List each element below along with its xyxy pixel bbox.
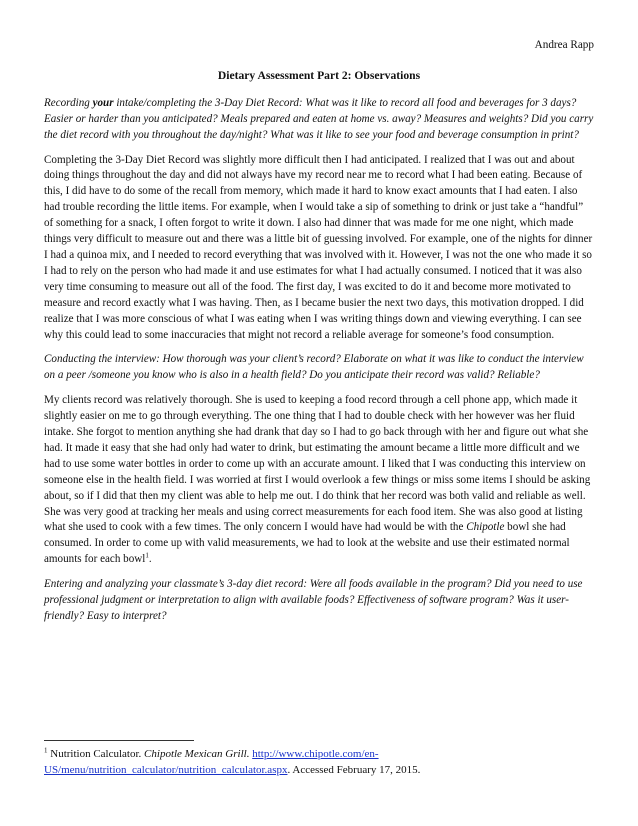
footnote-pre: Nutrition Calculator. [47, 748, 145, 760]
page-title: Dietary Assessment Part 2: Observations [217, 68, 421, 82]
footnote-post: . Accessed February 17, 2015. [287, 764, 421, 776]
question-recording [44, 96, 594, 144]
question-recording-pre: Recording [44, 96, 93, 109]
question-recording-post: intake/completing the 3-Day Diet Record: What was it like to record all food and beverages for 3 days? Easier or harder than you anticipated? Meals prepared and eaten at home vs. away? Measures and weights? Did you carry the diet record with you throughout the day/night? What was it like to see your food and beverage consumption in print? [44, 96, 594, 141]
footnote-source: Chipotle Mexican Grill. [144, 748, 250, 760]
footnote [44, 746, 594, 778]
question-recording-emphasis: your [92, 96, 114, 109]
answer-interview [44, 393, 594, 568]
answer-interview-tail: bowl she had consumed. In order to come up with valid measurements, we had to look at the website and use their estimated normal amounts for each bowl [44, 521, 570, 566]
footnote-reference: 1 [145, 551, 149, 560]
footnote-divider [44, 740, 194, 741]
author-name: Andrea Rapp [534, 39, 594, 51]
answer-interview-italic: Chipotle [466, 521, 505, 534]
answer-interview-text: My clients record was relatively thorough. She is used to keeping a food record through a cell phone app, which made it slightly easier on me to go through everything. The one thing that I had to double check with her however was her fluid intake. She forgot to mention anything she had drank that day so I had to go back through with her and figure out what she had. It made it easy that she had only had water to drink, but estimating the amount became a little more difficult and we had to use some water bottles in order to come up with an accurate amount. I liked that I was conducting this interview on someone else in the health field. I was worried at first I would overlook a few things or miss some items I should be asking about, so if I did that then my client was able to help me out. I do think that her record was both valid and reliable as well. She was very good at tracking her meals and using correct measurements for each food item. She was also good at listing what she used to cook with a few times. The only concern I would have had would be with the [44, 394, 591, 534]
question-analysis: Entering and analyzing your classmate’s 3-day diet record: Were all foods available in the program? Did you need to use professional judgment or interpretation to align with available foods? Effectiveness of software program? Was it user-friendly? Easy to interpret? [44, 578, 583, 622]
question-interview: Conducting the interview: How thorough was your client’s record? Elaborate on what it was like to conduct the interview on a peer /someone you know who is also in a health field? Do you anticipate their record was valid? Reliable? [44, 353, 584, 382]
answer-recording: Completing the 3-Day Diet Record was slightly more difficult then I had anticipated. I realized that I was out and about doing things throughout the day and did not always have my record near me to record what I had been eating. Because of this, I did have to do some of the recall from memory, which made it hard to know exact amounts that I had eaten. I also had trouble recording the little items. For example, when I would take a sip of something to drink or just take a “handful” of something for a snack, I often forgot to write it down. I also had dinner that was made for me one night, which made things very difficult to measure out and there was a little bit of guessing involved. For example, one of the nights for dinner I had a quinoa mix, and I needed to record everything that was involved with it. However, I was not the one who made it so I had to rely on the person who had made it and use estimates for what I had actually consumed. I noticed that it was also very time consuming to measure out all of the food. The first day, I was excited to do it and become more motivated to measure and record exactly what I was having. Then, as I became busier the next two days, this motivation dropped. I did realize that I was more conscious of what I was eating when I was writing things down and viewing everything. I can see why this could lead to some inaccuracies that might not record a reliable average for someone’s food consumption. [44, 153, 593, 341]
footnote-number: 1 [44, 746, 48, 755]
answer-interview-end: . [148, 553, 152, 566]
footnote-link[interactable]: http://www.chipotle.com/en-US/menu/nutrition_calculator/nutrition_calculator.aspx [44, 748, 379, 776]
